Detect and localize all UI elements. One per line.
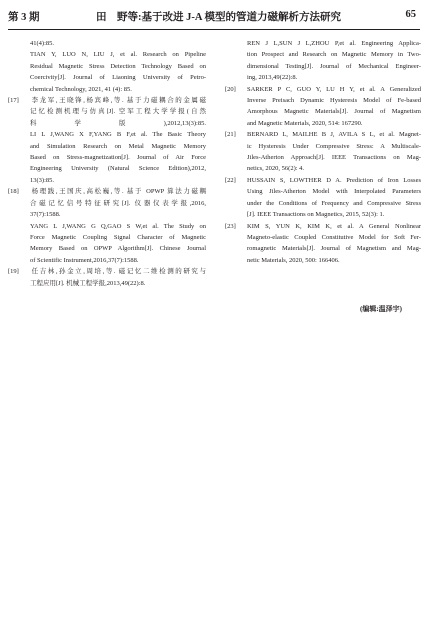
reference-line: under the Conditions of Frequency and Compressive Stress [247, 199, 421, 207]
page-header [8, 9, 418, 25]
reference-number: [17] [8, 97, 19, 105]
issue-label: 第 3 期 [8, 12, 40, 23]
editor-note: (编辑:温泽宇) [360, 305, 402, 313]
reference-entry [8, 38, 206, 95]
reference-entry [8, 95, 206, 186]
reference-line: netic Materials, 2020, 500: 166406. [247, 256, 340, 264]
reference-line: Jiles-Atherton Approach[J]. IEEE Transactions on Mag- [247, 154, 421, 162]
reference-line: Memory Based on OPWP Algorithm[J]. Chinese Journal [30, 245, 206, 253]
reference-number: [18] [8, 188, 19, 196]
header-rule [8, 29, 420, 30]
reference-line: 13(3):85. [30, 176, 55, 184]
running-title: 田 野等:基于改进 J-A 模型的管道力磁解析方法研究 [96, 12, 341, 23]
reference-line: [J]. IEEE Transactions on Magnetics, 2015, 52(3): 1. [247, 211, 385, 219]
reference-line: ing, 2013,49(22):8. [247, 74, 298, 82]
reference-line: [21] BERNARD L, MAILHE B J, AVILA S L, et al. Magnet- [225, 129, 421, 140]
reference-line: 41(4):85. [30, 40, 55, 47]
reference-number: [23] [225, 222, 236, 230]
reference-line: YANG L J,WANG G Q,GAO S W,et al. The Study on [30, 222, 206, 230]
reference-line: of Scientific Instrument,2016,37(7):1588. [30, 256, 139, 264]
reference-line: Coercivity[J]. Journal of Liaoning University of Petro- [30, 74, 206, 82]
reference-line: [18] 杨理践,王国庆,高松巍,等. 基于 OPWP 算法力磁耦 [8, 186, 206, 197]
reference-line: Inverse Preisach Dynamic Hysteresis Model of Fe-based [247, 97, 421, 105]
reference-entry [8, 186, 206, 266]
reference-line: Magneto-elastic Coupled Constitutive Model for Soft Fer- [247, 233, 421, 241]
reference-line: 37(7):1588. [30, 211, 61, 219]
reference-line: REN J L,SUN J L,ZHOU P,et al. Engineering Applica- [247, 40, 421, 47]
reference-column-right [225, 38, 421, 266]
reference-line: Amorphous Magnetic Materials[J]. Journal of Magnetism [247, 108, 421, 116]
reference-line: 工程应用[J]. 机械工程学报,2013,49(22):8. [30, 279, 146, 287]
reference-entry [225, 175, 421, 221]
reference-line: Engineering University (Natural Science Edition),2012, [30, 165, 206, 173]
reference-line: [17] 李龙军,王晓锋,杨宾峰,等. 基于力磁耦合的金属磁 [8, 95, 206, 106]
reference-number: [20] [225, 85, 236, 93]
reference-line: [19] 任吉林,孙金立,周培,等. 磁记忆二维检测的研究与 [8, 266, 206, 277]
reference-entry [225, 84, 421, 130]
reference-line: [22] HUSSAIN S, LOWTHER D A. Prediction of Iron Losses [225, 175, 421, 186]
reference-number: [19] [8, 268, 19, 276]
reference-line: romagnetic Materials[J]. Journal of Magnetism and Mag- [247, 245, 421, 253]
reference-line: and Simulation Research on Metal Magnetic Memory [30, 142, 206, 150]
reference-entry [225, 129, 421, 175]
reference-line: 记忆检测机理与仿真[J]. 空军工程大学学报(自然 [30, 108, 206, 116]
reference-number: [21] [225, 131, 236, 139]
reference-entry [225, 221, 421, 267]
reference-line: 科学版),2012,13(3):85. [30, 119, 206, 127]
page-number: 65 [405, 9, 416, 20]
reference-line: Residual Magnetic Stress Detection Technology Based on [30, 62, 206, 70]
reference-line: netics, 2020, 56(2): 4. [247, 165, 305, 173]
reference-line: Force Magnetic Coupling Signal Character of Magnetic [30, 233, 206, 241]
reference-line: [23] KIM S, YUN K, KIM K, et al. A General Nonlinear [225, 221, 421, 232]
reference-entry [8, 266, 206, 289]
reference-line: Using Jiles-Atherton Model with Interpolated Parameters [247, 188, 421, 196]
reference-line: Based on Stress-magnetization[J]. Journal of Air Force [30, 154, 206, 162]
reference-line: and Magnetic Materials, 2020, 514: 167290. [247, 119, 363, 127]
reference-line: tion Prospect and Research on Magnetic Memory in Two- [247, 51, 421, 59]
reference-entry [225, 38, 421, 84]
reference-number: [22] [225, 176, 236, 184]
reference-line: TIAN Y, LUO N, LIU J, et al. Research on Pipeline [30, 51, 206, 59]
reference-line: [20] SARKER P C, GUO Y, LU H Y, et al. A Generalized [225, 84, 421, 95]
reference-line: 合磁记忆信号特征研究[J]. 仪器仪表学报,2016, [30, 199, 206, 207]
reference-column-left [8, 38, 206, 289]
reference-line: LI L J,WANG X F,YANG B F,et al. The Basic Theory [30, 131, 206, 139]
reference-line: dimensional Testing[J]. Journal of Mechanical Engineer- [247, 62, 421, 70]
reference-line: chemical Technology, 2021, 41 (4): 85. [30, 85, 132, 93]
reference-line: ic Hysteresis Under Compressive Stress: A Multiscale- [247, 142, 421, 150]
